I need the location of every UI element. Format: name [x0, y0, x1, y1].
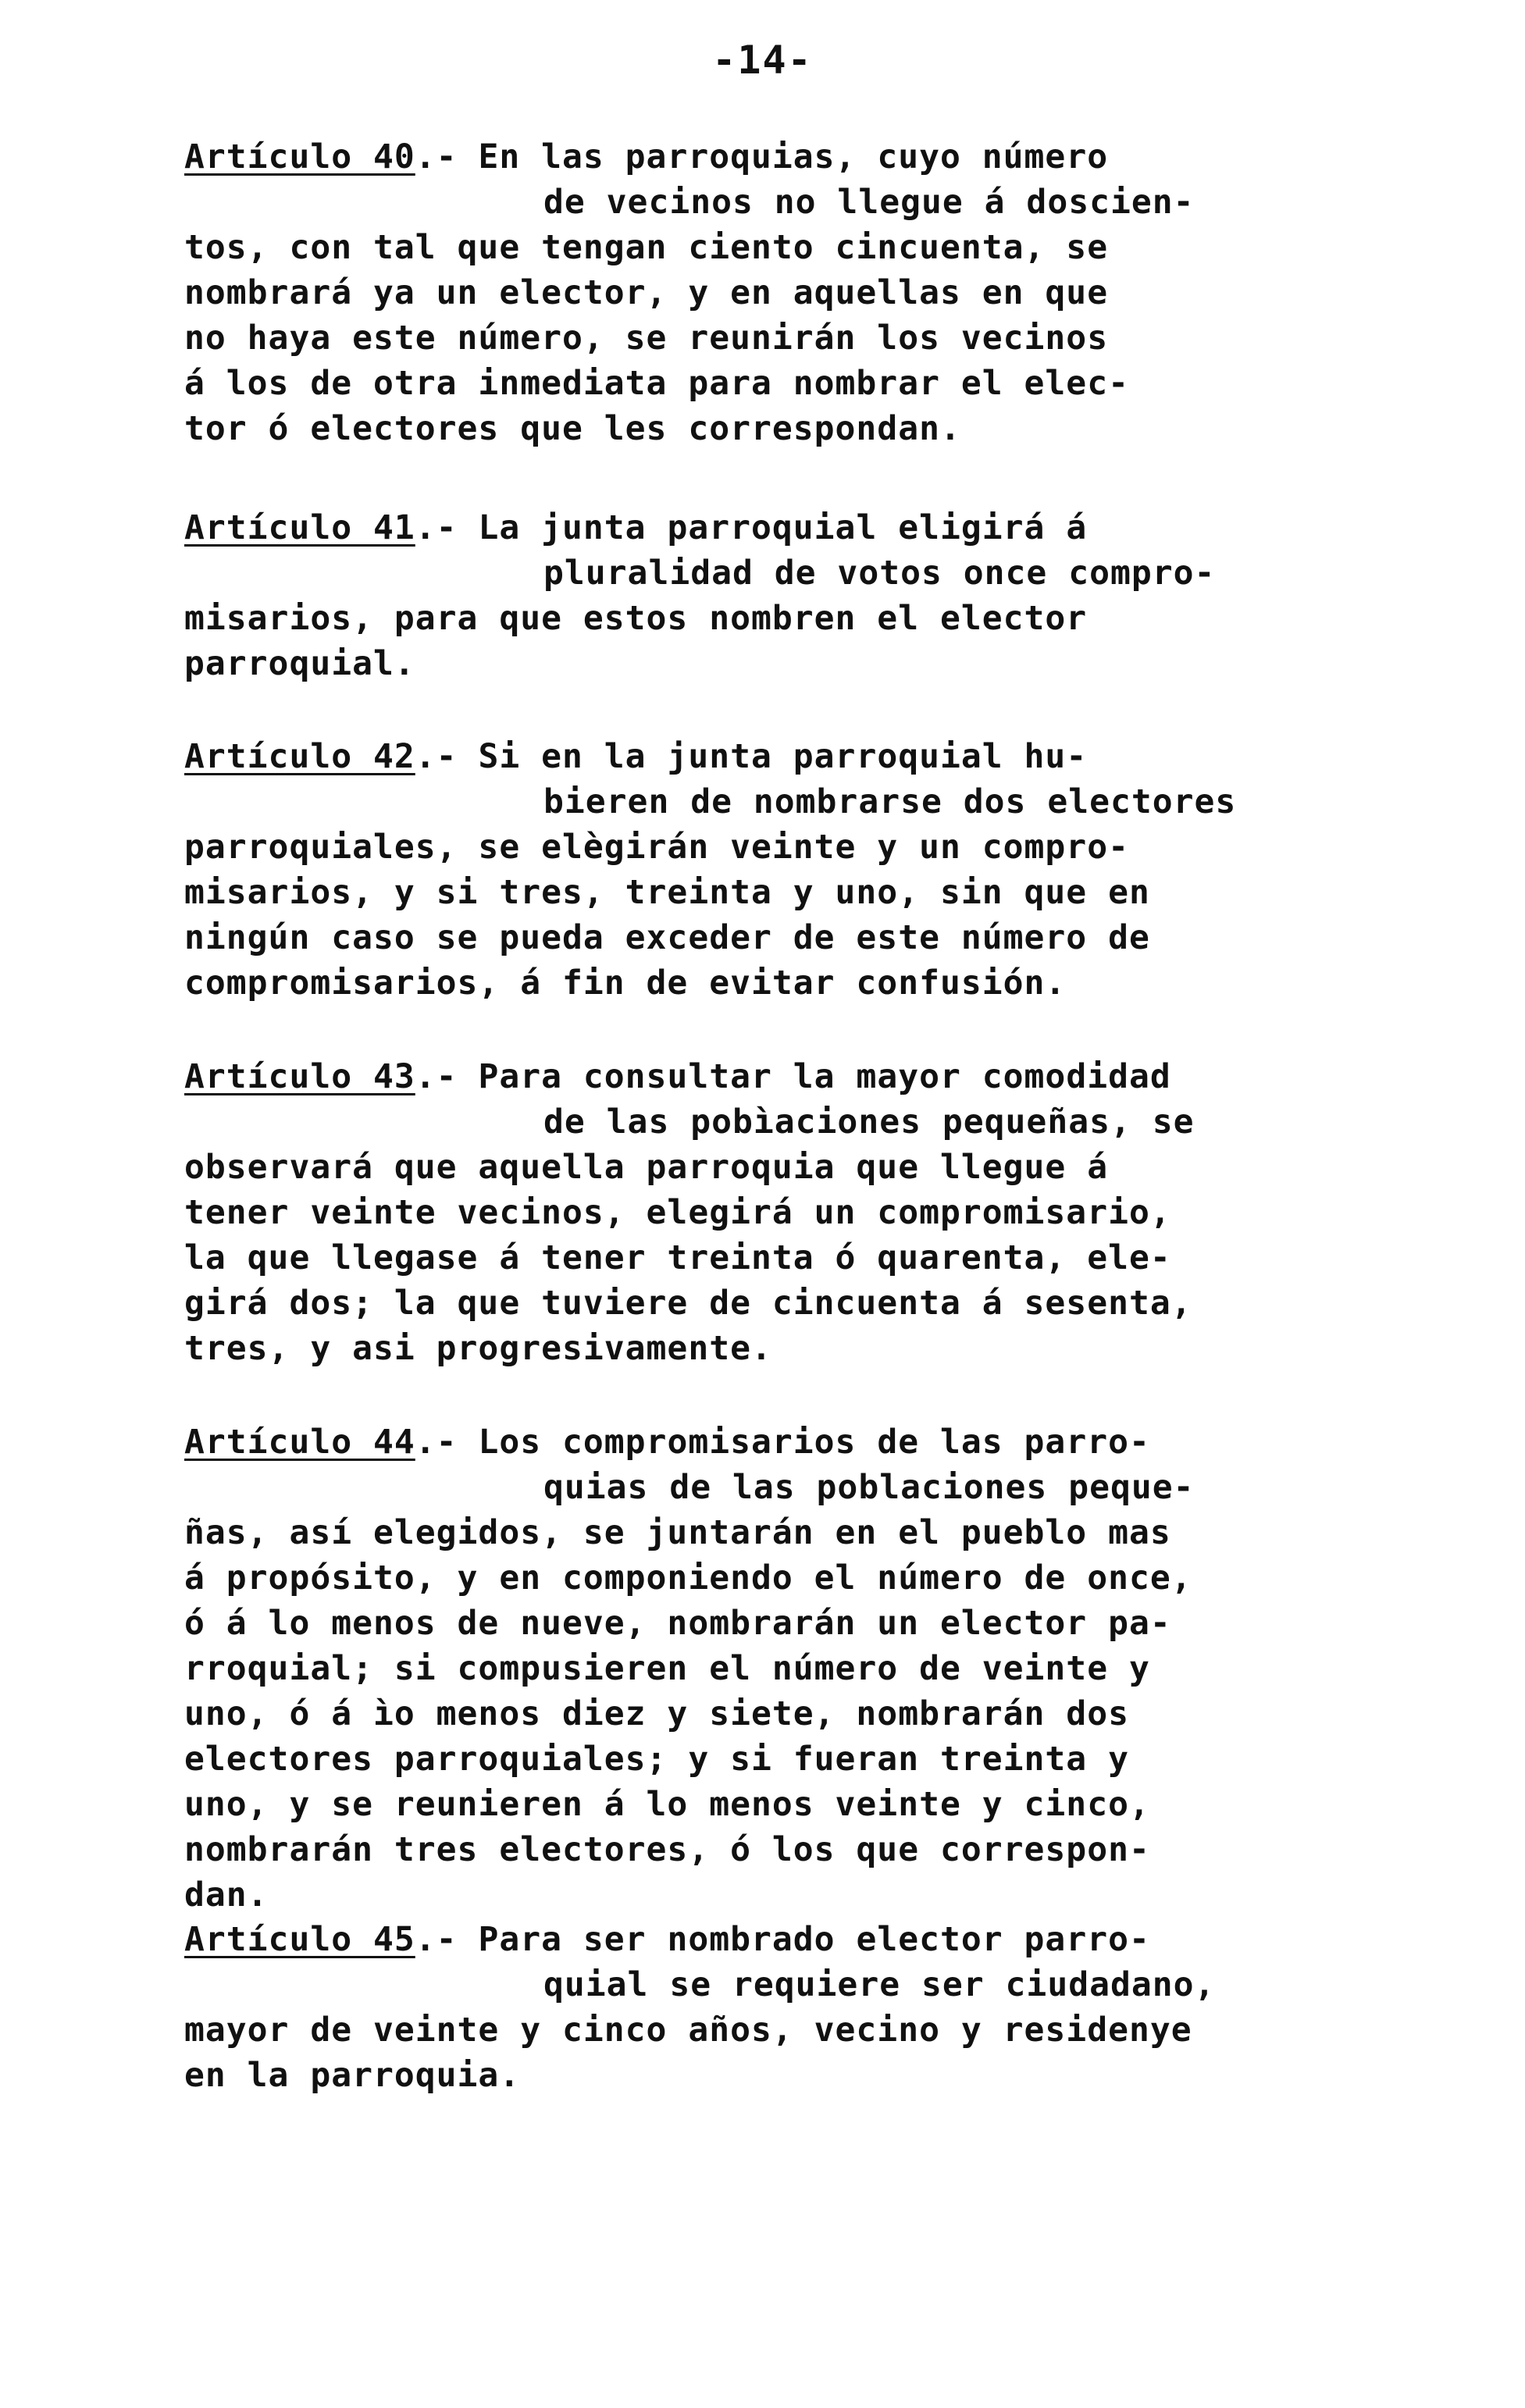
article-first-line	[184, 1420, 1402, 1465]
article-text-line: observará que aquella parroquia que llegue á	[184, 1148, 1109, 1187]
article-text-line: á propósito, y en componiendo el número de once,	[184, 1558, 1192, 1598]
article-heading: Artículo 44	[184, 1423, 415, 1462]
article-text-line: bieren de nombrarse dos electores	[543, 782, 1237, 821]
article-text-line: en la parroquia.	[184, 2056, 521, 2095]
article-text-line: no haya este número, se reunirán los vecinos	[184, 319, 1109, 358]
article-41	[184, 505, 1402, 686]
article-text-line: tener veinte vecinos, elegirá un compromisario,	[184, 1193, 1171, 1232]
article-text-line: misarios, y si tres, treinta y uno, sin que en	[184, 873, 1150, 912]
article-first-line	[184, 734, 1402, 779]
article-text-line: nombrarán tres electores, ó los que correspon-	[184, 1830, 1150, 1869]
article-text-line: Para consultar la mayor comodidad	[478, 1057, 1171, 1096]
article-text-line: ñas, así elegidos, se juntarán en el pueblo mas	[184, 1513, 1171, 1552]
article-text-line: misarios, para que estos nombren el elector	[184, 599, 1088, 638]
article-text-line: girá dos; la que tuviere de cincuenta á sesenta,	[184, 1284, 1192, 1323]
article-text-line: tor ó electores que les correspondan.	[184, 409, 961, 448]
article-text-line: á los de otra inmediata para nombrar el elec-	[184, 364, 1129, 403]
article-text-line: ningún caso se pueda exceder de este número de	[184, 918, 1150, 957]
article-40	[184, 134, 1402, 451]
article-text-line: Los compromisarios de las parro-	[478, 1423, 1150, 1462]
article-separator: .-	[415, 1920, 479, 1959]
article-text-line: Para ser nombrado elector parro-	[478, 1920, 1150, 1959]
article-text-line: de las pobìaciones pequeñas, se	[543, 1102, 1195, 1142]
article-separator: .-	[415, 1057, 479, 1096]
article-text-line: compromisarios, á fin de evitar confusión.	[184, 964, 1067, 1003]
article-42	[184, 734, 1402, 1006]
article-text-line: ó á lo menos de nueve, nombrarán un elector pa-	[184, 1604, 1171, 1643]
article-text-line: electores parroquiales; y si fueran treinta y	[184, 1740, 1129, 1779]
article-first-line	[184, 505, 1402, 550]
article-separator: .-	[415, 1423, 479, 1462]
article-text-line: Si en la junta parroquial hu-	[478, 737, 1088, 776]
article-text-line: la que llegase á tener treinta ó quarenta, ele-	[184, 1238, 1171, 1277]
article-heading: Artículo 41	[184, 508, 415, 547]
page-number: -14-	[712, 37, 813, 83]
article-text-line: dan.	[184, 1875, 269, 1915]
article-text-line: de vecinos no llegue á doscien-	[543, 183, 1195, 222]
article-first-line	[184, 1917, 1402, 1962]
article-heading: Artículo 40	[184, 137, 415, 176]
article-text-line: quias de las poblaciones peque-	[543, 1468, 1195, 1507]
article-43	[184, 1054, 1402, 1371]
article-separator: .-	[415, 137, 479, 176]
article-text-line: tos, con tal que tengan ciento cincuenta, se	[184, 228, 1109, 267]
article-separator: .-	[415, 737, 479, 776]
article-45	[184, 1917, 1402, 2098]
article-heading: Artículo 42	[184, 737, 415, 776]
article-first-line	[184, 134, 1402, 180]
article-text-line: parroquial.	[184, 644, 415, 683]
article-text-line: nombrará ya un elector, y en aquellas en que	[184, 273, 1109, 312]
article-44	[184, 1420, 1402, 1918]
article-text-line: La junta parroquial eligirá á	[478, 508, 1088, 547]
article-text-line: quial se requiere ser ciudadano,	[543, 1965, 1216, 2004]
article-text-line: uno, y se reunieren á lo menos veinte y cinco,	[184, 1785, 1150, 1824]
article-text-line: parroquiales, se elègirán veinte y un compro-	[184, 828, 1129, 867]
article-heading: Artículo 43	[184, 1057, 415, 1096]
article-text-line: uno, ó á ìo menos diez y siete, nombrarán dos	[184, 1694, 1129, 1733]
article-text-line: rroquial; si compusieren el número de veinte y	[184, 1649, 1150, 1688]
article-text-line: En las parroquias, cuyo número	[478, 137, 1109, 176]
article-first-line	[184, 1054, 1402, 1099]
article-text-line: mayor de veinte y cinco años, vecino y residenye	[184, 2011, 1192, 2050]
article-separator: .-	[415, 508, 479, 547]
article-heading: Artículo 45	[184, 1920, 415, 1959]
article-text-line: pluralidad de votos once compro-	[543, 554, 1216, 593]
article-text-line: tres, y asi progresivamente.	[184, 1329, 772, 1368]
